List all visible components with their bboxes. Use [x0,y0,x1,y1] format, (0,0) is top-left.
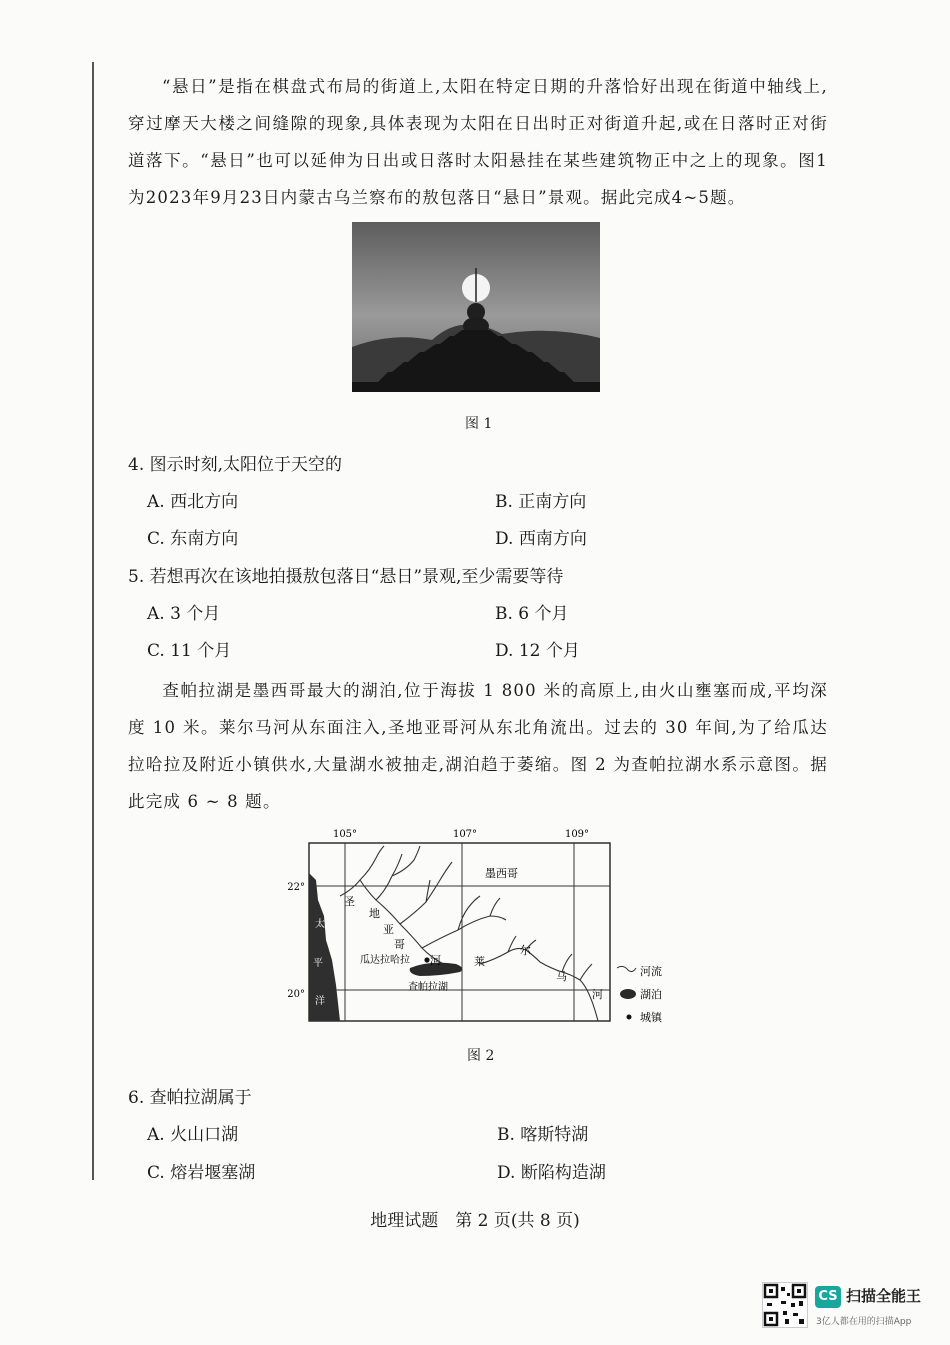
label-santiago-1: 圣 [344,895,355,908]
figure1-caption: 图 1 [465,416,493,432]
label-lerma-2: 尔 [520,944,531,957]
lon-label-109: 109° [564,829,590,840]
q4-option-c: C. 东南方向 [147,529,239,549]
lat-label-22: 22° [287,882,305,893]
passage-text: “悬日”是指在棋盘式布局的街道上,太阳在特定日期的升落恰好出现在街道中轴线上,穿过摩天大楼之间缝隙的现象,具体表现为太阳在日出时正对街道升起,或在日落时正对街道落下。“悬日”也可以延伸为日出或日落时太阳悬挂在某些建筑物正中之上的现象。图1为2023年9月23日内蒙古乌兰察布的敖包落日“悬日”景观。据此完成4~5题。 [128,77,828,207]
camscanner-name: 扫描全能王 [846,1287,922,1305]
q6-option-d: D. 断陷构造湖 [497,1163,606,1183]
label-lerma-3: 马 [556,970,567,983]
q4-option-a: A. 西北方向 [147,492,239,512]
river-network [340,846,598,1021]
label-santiago-2: 地 [369,907,380,920]
figure2-caption: 图 2 [467,1048,495,1064]
q5-option-c: C. 11 个月 [147,641,232,661]
passage-chapala-lake [128,672,828,820]
label-santiago-4: 哥 [394,938,405,951]
qr-code-icon [762,1282,808,1328]
q6-option-a: A. 火山口湖 [147,1125,239,1145]
lon-label-107: 107° [452,829,478,840]
lat-label-20: 20° [287,989,305,1000]
label-chapala-lake: 查帕拉湖 [408,982,448,993]
ocean-char-2: 平 [313,958,323,969]
q6-option-b: B. 喀斯特湖 [497,1125,589,1145]
camscanner-logo: CS [815,1286,841,1308]
guadalajara-dot [424,957,429,962]
figure1-photo [352,222,600,392]
label-lerma-1: 莱 [474,955,485,968]
label-santiago-5: 河 [430,954,441,967]
legend-town-label: 城镇 [640,1011,662,1024]
question-4: 4. 图示时刻,太阳位于天空的 [128,455,343,475]
label-guadalajara: 瓜达拉哈拉 [360,955,410,966]
label-mexico: 墨西哥 [485,867,518,880]
legend-lake-label: 湖泊 [640,988,662,1001]
legend-town-icon [627,1015,632,1020]
q4-option-b: B. 正南方向 [495,492,587,512]
left-margin-line [92,62,94,1180]
legend-river-label: 河流 [640,965,662,978]
label-santiago-3: 亚 [383,923,394,936]
ocean-char-1: 太 [315,919,325,930]
passage-text: 查帕拉湖是墨西哥最大的湖泊,位于海拔 1 800 米的高原上,由火山壅塞而成,平均深度 10 米。莱尔马河从东面注入,圣地亚哥河从东北角流出。过去的 30 年间,为了给瓜达拉哈拉及附近小镇供水,大量湖水被抽走,湖泊趋于萎缩。图 2 为查帕拉湖水系示意图。据此完成 6 ~ 8 题。 [128,681,828,811]
label-lerma-4: 河 [592,988,603,1001]
question-6: 6. 查帕拉湖属于 [128,1088,252,1108]
q6-option-c: C. 熔岩堰塞湖 [147,1163,256,1183]
q5-option-d: D. 12 个月 [495,641,580,661]
figure2-map [280,820,680,1030]
camscanner-tagline: 3亿人都在用的扫描App [816,1317,912,1327]
q5-option-a: A. 3 个月 [147,604,221,624]
passage-suspended-sun [128,68,828,216]
ocean-char-3: 洋 [315,996,325,1007]
question-5: 5. 若想再次在该地拍摄敖包落日“悬日”景观,至少需要等待 [128,567,564,587]
legend-river-icon [617,966,636,971]
lon-label-105: 105° [332,829,358,840]
legend-lake-icon [620,989,636,999]
q5-option-b: B. 6 个月 [495,604,569,624]
q4-option-d: D. 西南方向 [495,529,587,549]
page-footer: 地理试题 第 2 页(共 8 页) [370,1211,580,1231]
